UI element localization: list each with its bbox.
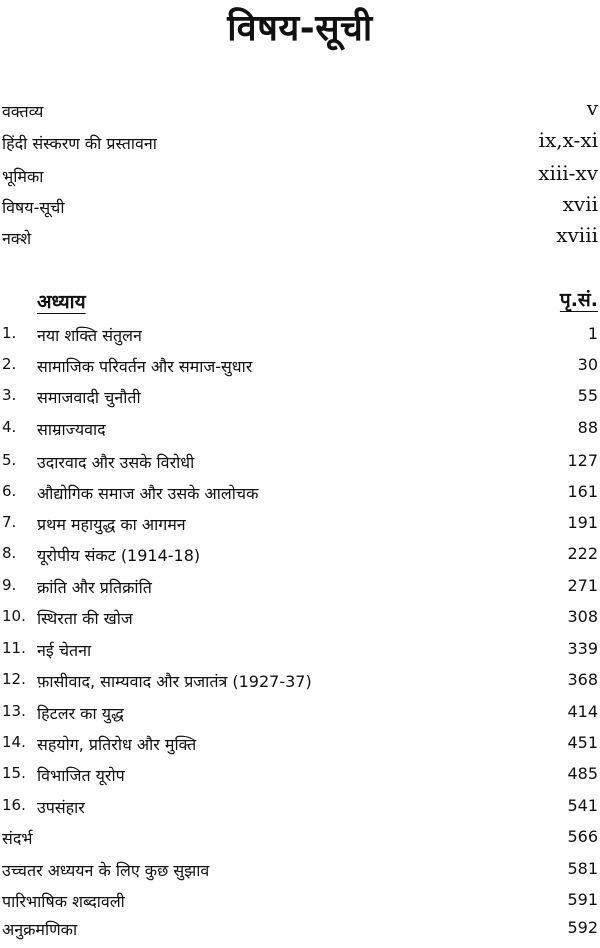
back-matter-row bbox=[0, 918, 600, 948]
chapter-row bbox=[0, 544, 600, 574]
chapter-title: प्रथम महायुद्ध का आगमन bbox=[37, 515, 186, 534]
chapter-row bbox=[0, 796, 600, 826]
chapter-title: औद्योगिक समाज और उसके आलोचक bbox=[37, 484, 259, 503]
chapter-number: 3. bbox=[2, 386, 17, 404]
chapter-title: नया शक्ति संतुलन bbox=[37, 326, 142, 345]
chapter-title: साम्राज्यवाद bbox=[37, 420, 106, 439]
chapter-page: 88 bbox=[577, 418, 598, 437]
chapter-number: 2. bbox=[2, 355, 17, 373]
chapter-title: समाजवादी चुनौती bbox=[37, 388, 141, 407]
chapter-row bbox=[0, 418, 600, 448]
chapter-row bbox=[0, 576, 600, 606]
chapter-page: 191 bbox=[567, 513, 598, 532]
front-matter-row bbox=[0, 128, 600, 162]
chapter-number: 1. bbox=[2, 324, 17, 342]
chapter-row bbox=[0, 386, 600, 416]
chapter-number: 10. bbox=[2, 607, 26, 625]
chapter-page: 451 bbox=[567, 733, 598, 752]
front-matter-label: भूमिका bbox=[2, 167, 44, 186]
chapter-row bbox=[0, 702, 600, 732]
chapter-row bbox=[0, 764, 600, 794]
chapter-row bbox=[0, 607, 600, 637]
back-matter-label: अनुक्रमणिका bbox=[2, 920, 78, 939]
front-matter-page: ix,x-xi bbox=[538, 128, 598, 152]
chapter-page: 368 bbox=[567, 670, 598, 689]
chapter-page: 127 bbox=[567, 451, 598, 470]
front-matter-row bbox=[0, 223, 600, 257]
front-matter-label: वक्तव्य bbox=[2, 102, 44, 121]
front-matter-page: v bbox=[586, 96, 598, 120]
chapter-title: विभाजित यूरोप bbox=[37, 766, 125, 785]
chapter-number: 13. bbox=[2, 702, 26, 720]
chapter-row bbox=[0, 670, 600, 700]
toc-title: विषय-सूची bbox=[227, 8, 373, 49]
back-matter-row bbox=[0, 827, 600, 857]
chapter-title: हिटलर का युद्ध bbox=[37, 704, 124, 723]
chapter-number: 5. bbox=[2, 451, 17, 469]
chapter-title: यूरोपीय संकट (1914-18) bbox=[37, 546, 201, 565]
front-matter-label: हिंदी संस्करण की प्रस्तावना bbox=[2, 134, 157, 153]
front-matter-page: xviii bbox=[556, 223, 598, 247]
chapter-number: 14. bbox=[2, 733, 26, 751]
back-matter-label: उच्चतर अध्ययन के लिए कुछ सुझाव bbox=[2, 861, 210, 880]
chapter-page: 541 bbox=[567, 796, 598, 815]
back-matter-row bbox=[0, 859, 600, 889]
back-matter-page: 592 bbox=[567, 918, 598, 937]
chapter-page: 339 bbox=[567, 639, 598, 658]
back-matter-page: 581 bbox=[567, 859, 598, 878]
chapter-page: 271 bbox=[567, 576, 598, 595]
chapter-row bbox=[0, 482, 600, 512]
chapter-title: फ़ासीवाद, साम्यवाद और प्रजातंत्र (1927-37) bbox=[37, 672, 312, 691]
front-matter-page: xiii-xv bbox=[538, 161, 598, 185]
chapter-number: 8. bbox=[2, 544, 17, 562]
chapter-header: अध्याय bbox=[37, 291, 86, 313]
chapter-title: क्रांति और प्रतिक्रांति bbox=[37, 578, 152, 597]
chapter-number: 16. bbox=[2, 796, 26, 814]
chapter-title: उदारवाद और उसके विरोधी bbox=[37, 453, 195, 472]
chapter-page: 485 bbox=[567, 764, 598, 783]
chapter-number: 4. bbox=[2, 418, 17, 436]
chapter-title: उपसंहार bbox=[37, 798, 85, 817]
chapter-page: 55 bbox=[577, 386, 598, 405]
chapter-number: 12. bbox=[2, 670, 26, 688]
chapter-number: 6. bbox=[2, 482, 17, 500]
front-matter-page: xvii bbox=[562, 192, 598, 216]
chapter-page: 30 bbox=[577, 355, 598, 374]
chapter-number: 9. bbox=[2, 576, 17, 594]
chapter-row bbox=[0, 451, 600, 481]
chapter-page: 308 bbox=[567, 607, 598, 626]
chapter-page: 222 bbox=[567, 544, 598, 563]
back-matter-row bbox=[0, 890, 600, 920]
chapter-page: 414 bbox=[567, 702, 598, 721]
chapter-row bbox=[0, 355, 600, 385]
page-header: पृ.सं. bbox=[559, 289, 598, 311]
front-matter-label: नक्शे bbox=[2, 229, 32, 248]
front-matter-row bbox=[0, 96, 600, 130]
back-matter-page: 591 bbox=[567, 890, 598, 909]
chapter-number: 15. bbox=[2, 764, 26, 782]
chapter-title: स्थिरता की खोज bbox=[37, 609, 133, 628]
chapter-title: सामाजिक परिवर्तन और समाज-सुधार bbox=[37, 357, 253, 376]
front-matter-row bbox=[0, 192, 600, 226]
front-matter-label: विषय-सूची bbox=[2, 198, 65, 217]
chapter-row bbox=[0, 513, 600, 543]
chapter-page: 1 bbox=[587, 324, 598, 343]
front-matter-row bbox=[0, 161, 600, 195]
chapter-title: सहयोग, प्रतिरोध और मुक्ति bbox=[37, 735, 197, 754]
chapter-row bbox=[0, 639, 600, 669]
chapter-number: 7. bbox=[2, 513, 17, 531]
back-matter-label: पारिभाषिक शब्दावली bbox=[2, 892, 125, 911]
back-matter-page: 566 bbox=[567, 827, 598, 846]
chapter-title: नई चेतना bbox=[37, 641, 92, 660]
back-matter-label: संदर्भ bbox=[2, 829, 33, 848]
chapter-number: 11. bbox=[2, 639, 26, 657]
chapter-row bbox=[0, 733, 600, 763]
chapter-row bbox=[0, 324, 600, 354]
chapter-page: 161 bbox=[567, 482, 598, 501]
